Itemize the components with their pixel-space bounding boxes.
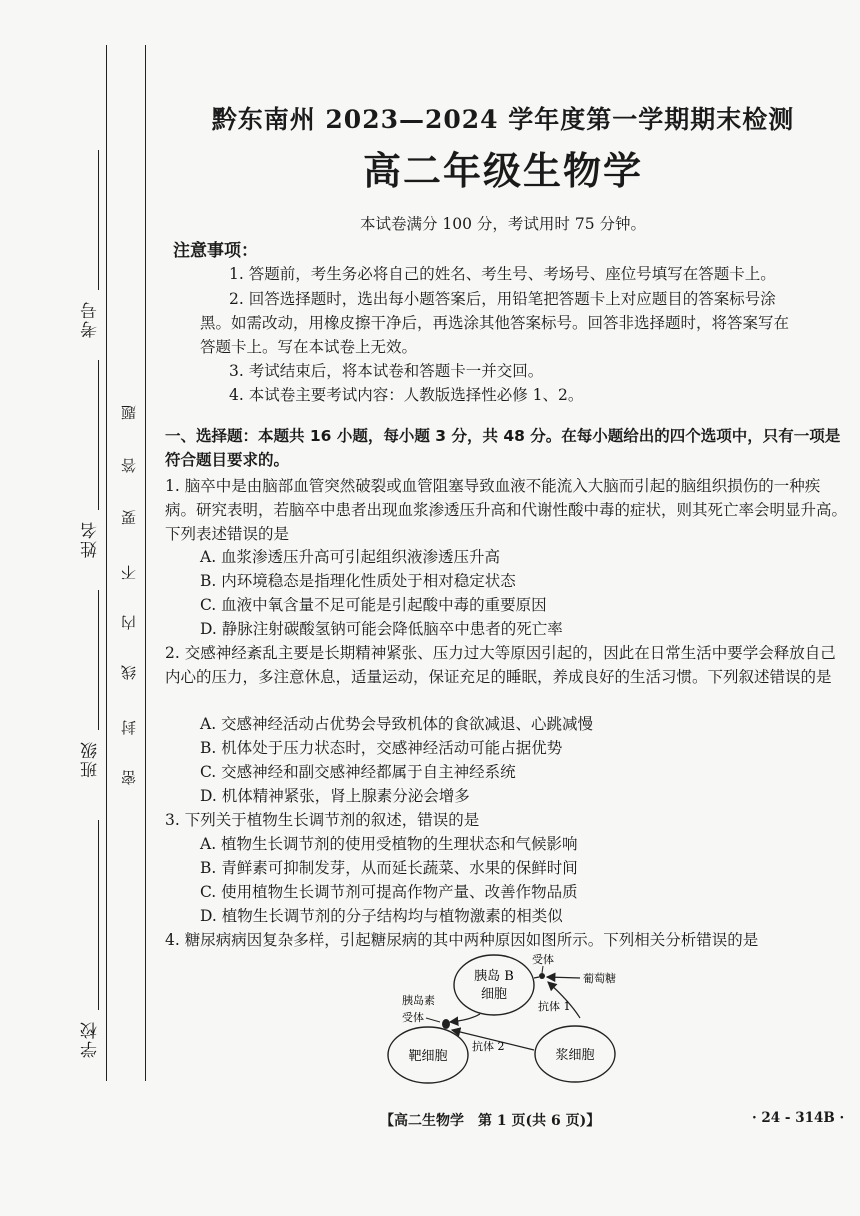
seal-char: 内 [120,615,138,630]
question-3-option-b: B. 青鲜素可抑制发芽，从而延长蔬菜、水果的保鲜时间 [200,859,578,877]
name-label: 姓名 [81,520,101,558]
question-3-option-d: D. 植物生长调节剂的分子结构均与植物激素的相类似 [200,907,563,925]
seal-char: 封 [120,720,138,735]
question-2-option-b: B. 机体处于压力状态时，交感神经活动可能占据优势 [200,739,563,757]
seal-char: 题 [120,405,138,420]
exam-no-line[interactable] [98,150,99,290]
islet-b-cell-label-1: 胰岛 B [474,969,514,984]
receptor-label: 受体 [532,953,554,966]
question-2-stem: 2. 交感神经紊乱主要是长期精神紧张、压力过大等原因引起的，因此在日常生活中要学会释放自己内心的压力，多注意休息，适量运动，保证充足的睡眠，养成良好的生活习惯。下列叙述错误的是 [165,644,836,686]
seal-char: 不 [120,565,138,580]
page-footer: 【高二生物学 第 1 页(共 6 页)】 [380,1113,601,1129]
notice-line: 答题卡上。写在本试卷上无效。 [200,338,418,356]
insulin-receptor-dot [442,1019,450,1029]
notice-line: 2. 回答选择题时，选出每小题答案后，用铅笔把答题卡上对应题目的答案标号涂 [229,290,776,308]
glucose-label: 葡萄糖 [583,972,616,985]
notice-heading: 注意事项： [173,241,258,261]
question-2-option-a: A. 交感神经活动占优势会导致机体的食欲减退、心跳减慢 [200,715,594,733]
question-1-stem: 1. 脑卒中是由脑部血管突然破裂或血管阻塞导致血液不能流入大脑而引起的脑组织损伤的一种疾病。研究表明，若脑卒中患者出现血浆渗透压升高和代谢性酸中毒的症状，则其死亡率会明显升高。下列表述错误的是 [165,477,848,543]
section-title: 一、选择题：本题共 16 小题，每小题 3 分，共 48 分。在每小题给出的四个选项中，只有一项是符合题目要求的。 [165,427,841,469]
islet-b-cell-label-2: 细胞 [480,987,508,1002]
class-label: 班级 [81,740,101,778]
question-1-option-c: C. 血液中氧含量不足可能是引起酸中毒的重要原因 [200,596,547,614]
target-cell-label: 靶细胞 [408,1049,448,1064]
question-3-option-a: A. 植物生长调节剂的使用受植物的生理状态和气候影响 [200,835,578,853]
notice-line: 1. 答题前，考生务必将自己的姓名、考生号、考场号、座位号填写在答题卡上。 [229,265,776,283]
exam-no-label: 考号 [81,300,101,338]
antibody1-label: 抗体 1 [538,1000,571,1013]
question-2-option-d: D. 机体精神紧张，肾上腺素分泌会增多 [200,787,470,805]
notice-line: 3. 考试结束后，将本试卷和答题卡一并交回。 [229,362,544,380]
exam-title: 黔东南州 2023—2024 学年度第一学期期末检测 [211,105,795,134]
seal-char: 密 [120,770,138,785]
question-3-option-c: C. 使用植物生长调节剂可提高作物产量、改善作物品质 [200,883,578,901]
insulin-receptor-label-1: 胰岛素 [402,994,435,1007]
binding-line-inner [145,45,146,1081]
antibody2-label: 抗体 2 [472,1040,505,1053]
seal-char: 线 [120,665,138,680]
b-cell-receptor-dot [539,973,545,979]
seal-char: 答 [120,458,138,473]
school-line[interactable] [98,820,99,1010]
notice-line: 4. 本试卷主要考试内容：人教版选择性必修 1、2。 [229,386,584,404]
question-1-option-d: D. 静脉注射碳酸氢钠可能会降低脑卒中患者的死亡率 [200,620,563,638]
islet-b-cell [454,955,534,1015]
notice-line: 黑。如需改动，用橡皮擦干净后，再选涂其他答案标号。回答非选择题时，将答案写在 [200,314,790,332]
school-label: 学校 [81,1020,101,1058]
question-1-option-a: A. 血浆渗透压升高可引起组织液渗透压升高 [200,548,501,566]
subject-title: 高二年级生物学 [362,149,643,193]
question-1-option-b: B. 内环境稳态是指理化性质处于相对稳定状态 [200,572,516,590]
question-3-stem: 3. 下列关于植物生长调节剂的叙述，错误的是 [165,811,480,829]
paper-code: · 24 - 314B · [752,1110,845,1126]
question-4-stem: 4. 糖尿病病因复杂多样，引起糖尿病的其中两种原因如图所示。下列相关分析错误的是 [165,931,759,949]
diabetes-diagram [380,950,640,1090]
class-line[interactable] [98,590,99,730]
binding-line-outer [106,45,107,1081]
name-line[interactable] [98,360,99,510]
question-2-option-c: C. 交感神经和副交感神经都属于自主神经系统 [200,763,516,781]
plasma-cell-label: 浆细胞 [555,1048,595,1063]
seal-char: 要 [120,510,138,525]
exam-info: 本试卷满分 100 分，考试用时 75 分钟。 [359,215,647,233]
insulin-receptor-label-2: 受体 [402,1011,424,1024]
